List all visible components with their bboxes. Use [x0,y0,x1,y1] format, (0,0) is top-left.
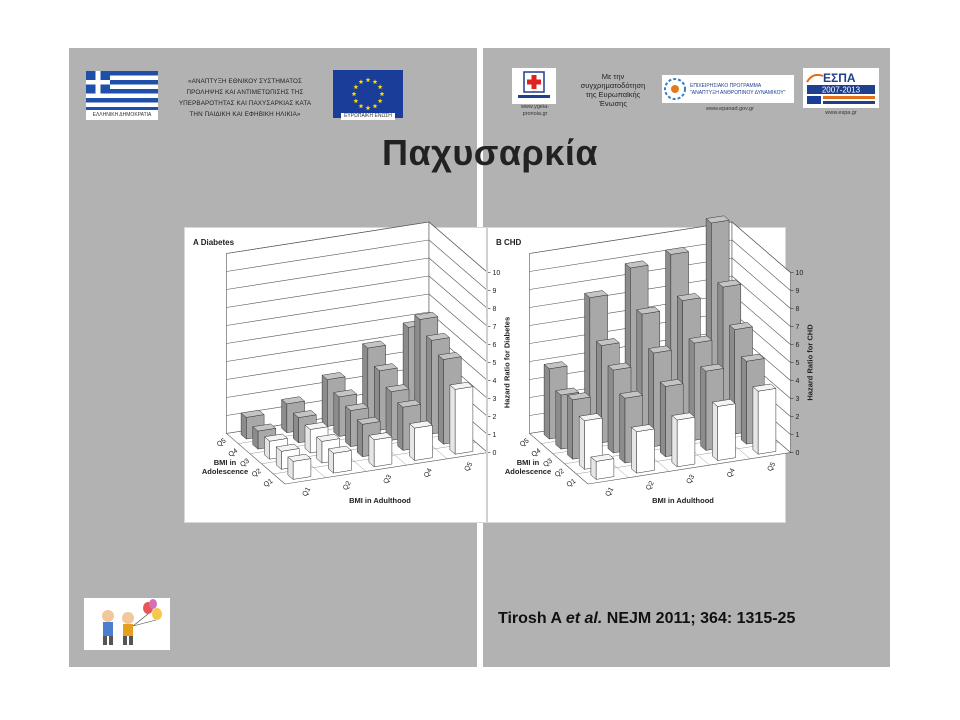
z-tick-label: 1 [795,432,800,439]
bar-side-face [293,413,298,443]
z-tick-label: 9 [492,288,497,295]
z-tick-label: 2 [492,414,497,421]
bar-side-face [608,366,613,453]
adolescence-tick-label: Q3 [239,457,251,469]
y-axis-label: BMI in [516,458,540,467]
bar-side-face [712,402,717,460]
ygeia-url-line: www.ygeia- [520,104,550,110]
z-tick-label: 4 [492,378,497,385]
adult-tick-label: Q4 [423,467,434,479]
epan-logo [662,75,794,103]
bar-side-face [357,420,362,457]
citation-author: Tirosh A [498,610,566,627]
funding-line: της Ευρωπαϊκής [585,90,641,99]
z-tick-label: 5 [795,360,800,367]
bar-side-face [409,424,414,461]
adolescence-tick-label: Q2 [250,467,263,479]
bar-front-face [677,417,695,467]
adolescence-tick-label: Q4 [227,447,240,459]
bar-side-face [369,435,374,466]
funding-line: Ένωσης [599,99,627,108]
z-tick-label: 8 [795,306,800,313]
eu-caption: ΕΥΡΩΠΑΪΚΗ ΕΝΩΣΗ [341,113,395,120]
citation-etal: et al. [565,610,603,627]
z-tick-label: 6 [795,342,800,349]
z-tick-label: 9 [795,288,800,295]
z-axis-label: Hazard Ratio for CHD [805,324,815,401]
program-title [170,76,320,120]
espa-years: 2007-2013 [821,85,861,95]
adolescence-tick-label: Q1 [565,477,578,489]
bar-front-face [718,404,736,461]
bar-front-face [455,387,473,455]
espa-logo [803,68,879,108]
bar-side-face [322,375,327,426]
z-tick-label: 4 [795,378,800,385]
epan-line: ΕΠΙΧΕΙΡΗΣΙΑΚΟ ΠΡΟΓΡΑΜΜΑ [690,83,762,89]
bar-front-face [596,459,614,480]
funding-text [565,72,661,108]
bar-q1-q2 [631,425,654,474]
bar-front-face [637,429,655,473]
x-axis-label: BMI in Adulthood [652,496,714,505]
y-axis-label: BMI in [213,458,237,467]
panel-title: A Diabetes [193,238,235,247]
funding-line: συγχρηματοδότηση [580,81,646,90]
espa-url: www.espa.gr [825,110,857,116]
bar-front-face [374,437,392,467]
bar-q1-q2 [328,446,351,473]
adolescence-tick-label: Q1 [262,477,275,489]
bar-q1-q4 [712,399,735,460]
ygeia-url-line: pronoia.gr [522,111,548,117]
bar-side-face [741,357,746,444]
bar-side-face [556,391,561,449]
bar-q1-q3 [672,413,695,467]
z-tick-label: 0 [492,450,497,457]
bar-side-face [631,427,636,473]
ygeia-pronoia-logo-icon [512,68,556,104]
bar-q1-q5 [753,384,776,454]
z-tick-label: 10 [492,270,501,277]
y-axis-label: Adolescence [504,467,552,476]
bar-q1-q1 [591,454,614,479]
z-tick-label: 1 [492,432,497,439]
z-tick-label: 3 [492,396,497,403]
adult-tick-label: Q2 [645,480,656,492]
bar-front-face [758,388,776,454]
z-tick-label: 5 [492,360,497,367]
bar-side-face [305,425,310,453]
bar-side-face [398,403,403,451]
kids-logo-icon [84,598,170,650]
bar-side-face [438,355,443,444]
bar-side-face [620,394,625,463]
bar-side-face [672,416,677,467]
bar-q1-q3 [369,433,392,467]
chart-figure [184,227,815,523]
chart-panel-chd [488,228,815,522]
program-line: ΤΗΝ ΠΑΙΔΙΚΗ ΚΑΙ ΕΦΗΒΙΚΗ ΗΛΙΚΙΑ» [189,111,301,118]
adult-tick-label: Q1 [301,486,313,498]
citation-journal: NEJM 2011; 364: 1315-25 [602,610,796,627]
slide-title: Παχυσαρκία [381,132,599,173]
z-tick-label: 6 [492,342,497,349]
adolescence-tick-label: Q5 [215,437,228,449]
adult-tick-label: Q2 [342,480,353,492]
program-line: «ΑΝΑΠΤΥΞΗ ΕΘΝΙΚΟΥ ΣΥΣΤΗΜΑΤΟΣ [187,78,303,85]
adolescence-tick-label: Q2 [553,467,566,479]
z-tick-label: 8 [492,306,497,313]
z-tick-label: 3 [795,396,800,403]
eu-flag-icon [333,70,403,118]
z-tick-label: 0 [795,450,800,457]
bar-side-face [346,406,351,446]
panel-title: B CHD [496,238,522,247]
x-axis-label: BMI in Adulthood [349,496,411,505]
espa-title: ΕΣΠΑ [823,71,856,85]
adult-tick-label: Q3 [685,473,697,486]
bar-front-face [293,459,311,480]
bar-side-face [701,367,706,451]
y-axis-label: Adolescence [201,467,249,476]
ygeia-url [505,104,565,118]
z-tick-label: 2 [795,414,800,421]
bar-side-face [450,385,455,454]
epan-line: "ΑΝΑΠΤΥΞΗ ΑΝΘΡΩΠΙΝΟΥ ΔΥΝΑΜΙΚΟΥ" [690,90,786,96]
bar-side-face [544,364,549,439]
epan-url: www.epanad.gov.gr [706,106,754,112]
bar-side-face [334,393,339,437]
funding-line: Με την [601,72,625,81]
bar-side-face [568,395,573,459]
z-tick-label: 10 [795,270,804,277]
bar-q1-q1 [288,454,311,479]
bar-side-face [282,400,287,433]
bar-side-face [660,382,665,457]
adult-tick-label: Q5 [463,461,475,473]
flag-caption: ΕΛΛΗΝΙΚΗ ΔΗΜΟΚΡΑΤΙΑ [86,110,158,120]
citation [498,610,858,628]
z-tick-label: 7 [492,324,497,331]
adolescence-tick-label: Q3 [542,457,554,469]
adult-tick-label: Q4 [726,467,737,479]
adult-tick-label: Q3 [382,473,394,486]
adolescence-tick-label: Q4 [530,447,543,459]
bar-side-face [427,336,432,434]
adult-tick-label: Q5 [766,461,778,473]
bar-side-face [753,387,758,454]
z-tick-label: 7 [795,324,800,331]
bar-side-face [579,416,584,469]
bar-front-face [415,425,433,460]
program-line: ΥΠΕΡΒΑΡΟΤΗΤΑΣ ΚΑΙ ΠΑΧΥΣΑΡΚΙΑΣ ΚΑΤΑ [178,100,312,107]
bar-q1-q4 [409,421,432,461]
z-axis-label: Hazard Ratio for Diabetes [502,316,512,409]
program-line: ΠΡΟΛΗΨΗΣ ΚΑΙ ΑΝΤΙΜΕΤΩΠΙΣΗΣ ΤΗΣ [186,89,304,96]
adult-tick-label: Q1 [604,486,616,498]
adolescence-tick-label: Q5 [518,437,531,449]
bar-q1-q5 [450,382,473,454]
bar-front-face [334,451,352,474]
